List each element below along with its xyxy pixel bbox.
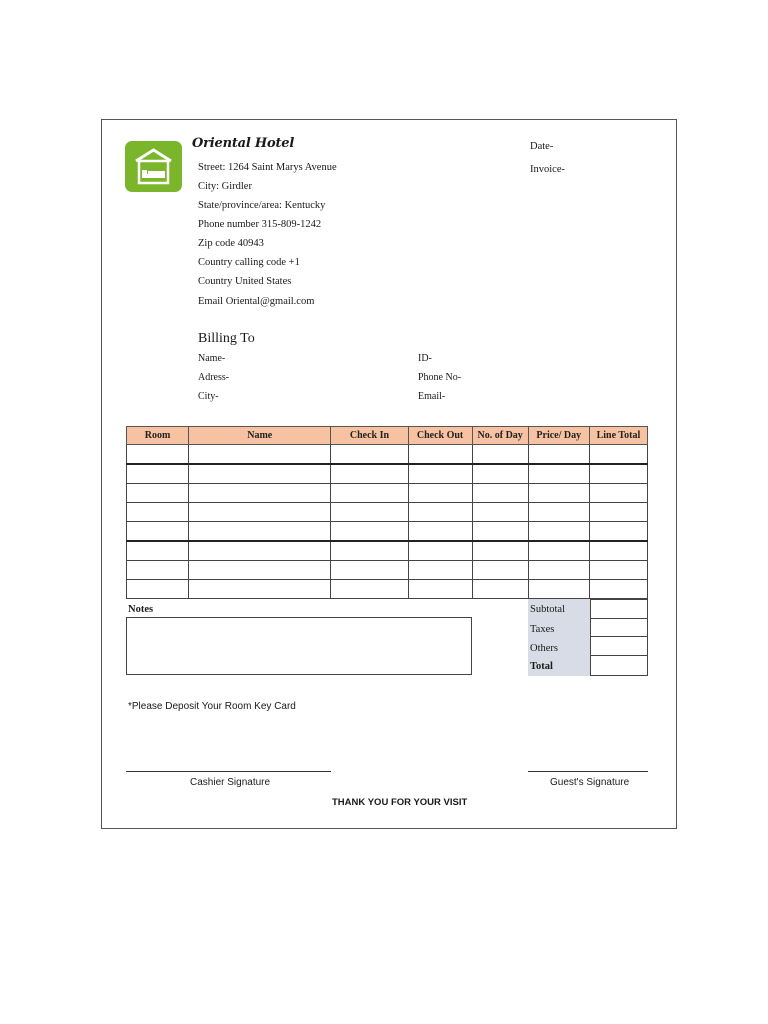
table-cell[interactable] [331, 484, 408, 503]
total-label: Total [530, 661, 553, 672]
col-header-price-day: Price/ Day [528, 427, 589, 445]
table-cell[interactable] [189, 503, 331, 522]
hotel-country: Country United States [198, 276, 292, 287]
cashier-signature-label: Cashier Signature [190, 777, 271, 788]
col-header-room: Room [127, 427, 189, 445]
thank-you-message: THANK YOU FOR YOUR VISIT [332, 797, 468, 808]
table-row [127, 445, 648, 465]
table-cell[interactable] [127, 445, 189, 465]
table-row [127, 464, 648, 484]
table-cell[interactable] [127, 484, 189, 503]
table-cell[interactable] [127, 580, 189, 599]
table-cell[interactable] [189, 580, 331, 599]
col-header-check-out: Check Out [408, 427, 472, 445]
invoice-label: Invoice- [530, 164, 565, 175]
table-cell[interactable] [528, 541, 589, 561]
taxes-value-box[interactable] [590, 618, 648, 637]
table-row [127, 484, 648, 503]
table-cell[interactable] [189, 445, 331, 465]
table-cell[interactable] [127, 561, 189, 580]
table-cell[interactable] [189, 561, 331, 580]
notes-label: Notes [128, 604, 154, 615]
table-cell[interactable] [408, 541, 472, 561]
billing-email-label: Email- [418, 391, 446, 402]
table-cell[interactable] [408, 445, 472, 465]
table-cell[interactable] [189, 484, 331, 503]
billing-id-label: ID- [418, 353, 432, 364]
subtotal-label: Subtotal [530, 604, 566, 615]
table-cell[interactable] [408, 561, 472, 580]
table-cell[interactable] [189, 464, 331, 484]
deposit-note: *Please Deposit Your Room Key Card [128, 701, 296, 712]
table-cell[interactable] [331, 522, 408, 542]
table-cell[interactable] [589, 445, 647, 465]
table-cell[interactable] [408, 484, 472, 503]
billing-address-label: Adress- [198, 372, 230, 383]
notes-box[interactable] [126, 617, 472, 675]
table-cell[interactable] [528, 445, 589, 465]
table-row [127, 522, 648, 542]
table-cell[interactable] [331, 445, 408, 465]
table-cell[interactable] [472, 541, 528, 561]
table-cell[interactable] [331, 541, 408, 561]
guest-signature-label: Guest's Signature [550, 777, 630, 788]
col-header-no-of-day: No. of Day [472, 427, 528, 445]
hotel-name: Oriental Hotel [192, 136, 295, 151]
table-cell[interactable] [472, 503, 528, 522]
col-header-check-in: Check In [331, 427, 408, 445]
others-value-box[interactable] [590, 636, 648, 656]
table-cell[interactable] [472, 561, 528, 580]
table-cell[interactable] [472, 484, 528, 503]
table-cell[interactable] [408, 503, 472, 522]
table-row [127, 503, 648, 522]
hotel-zip: Zip code 40943 [198, 238, 264, 249]
table-cell[interactable] [528, 522, 589, 542]
hotel-state: State/province/area: Kentucky [198, 200, 326, 211]
others-label: Others [530, 643, 558, 654]
hotel-street: Street: 1264 Saint Marys Avenue [198, 162, 337, 173]
table-cell[interactable] [528, 580, 589, 599]
table-cell[interactable] [127, 503, 189, 522]
total-value-box[interactable] [590, 655, 648, 676]
table-cell[interactable] [331, 464, 408, 484]
table-cell[interactable] [589, 522, 647, 542]
table-header-row [127, 427, 648, 445]
table-row [127, 541, 648, 561]
table-cell[interactable] [331, 561, 408, 580]
table-cell[interactable] [528, 503, 589, 522]
table-cell[interactable] [189, 541, 331, 561]
table-cell[interactable] [127, 541, 189, 561]
taxes-label: Taxes [530, 624, 555, 635]
table-cell[interactable] [189, 522, 331, 542]
hotel-email: Email Oriental@gmail.com [198, 296, 315, 307]
hotel-bed-icon [125, 141, 182, 192]
billing-phone-label: Phone No- [418, 372, 462, 383]
billing-title: Billing To [198, 331, 255, 346]
date-label: Date- [530, 141, 554, 152]
hotel-logo [125, 141, 182, 192]
table-cell[interactable] [589, 464, 647, 484]
table-cell[interactable] [589, 561, 647, 580]
billing-name-label: Name- [198, 353, 226, 364]
col-header-line-total: Line Total [589, 427, 647, 445]
table-row [127, 580, 648, 599]
table-cell[interactable] [589, 541, 647, 561]
table-cell[interactable] [528, 561, 589, 580]
subtotal-value-box[interactable] [590, 599, 648, 619]
table-cell[interactable] [408, 522, 472, 542]
col-header-name: Name [189, 427, 331, 445]
table-cell[interactable] [589, 484, 647, 503]
table-cell[interactable] [331, 503, 408, 522]
table-cell[interactable] [408, 580, 472, 599]
hotel-city: City: Girdler [198, 181, 252, 192]
table-row [127, 561, 648, 580]
table-cell[interactable] [472, 464, 528, 484]
table-cell[interactable] [127, 464, 189, 484]
table-cell[interactable] [127, 522, 189, 542]
billing-city-label: City- [198, 391, 219, 402]
table-cell[interactable] [472, 580, 528, 599]
hotel-phone: Phone number 315-809-1242 [198, 219, 322, 230]
table-cell[interactable] [589, 580, 647, 599]
table-cell[interactable] [472, 522, 528, 542]
table-cell[interactable] [408, 464, 472, 484]
table-cell[interactable] [528, 464, 589, 484]
table-cell[interactable] [472, 445, 528, 465]
items-table [126, 426, 648, 599]
table-cell[interactable] [589, 503, 647, 522]
hotel-calling-code: Country calling code +1 [198, 257, 300, 268]
guest-signature-line[interactable] [528, 771, 648, 772]
cashier-signature-line[interactable] [126, 771, 331, 772]
table-cell[interactable] [528, 484, 589, 503]
table-cell[interactable] [331, 580, 408, 599]
